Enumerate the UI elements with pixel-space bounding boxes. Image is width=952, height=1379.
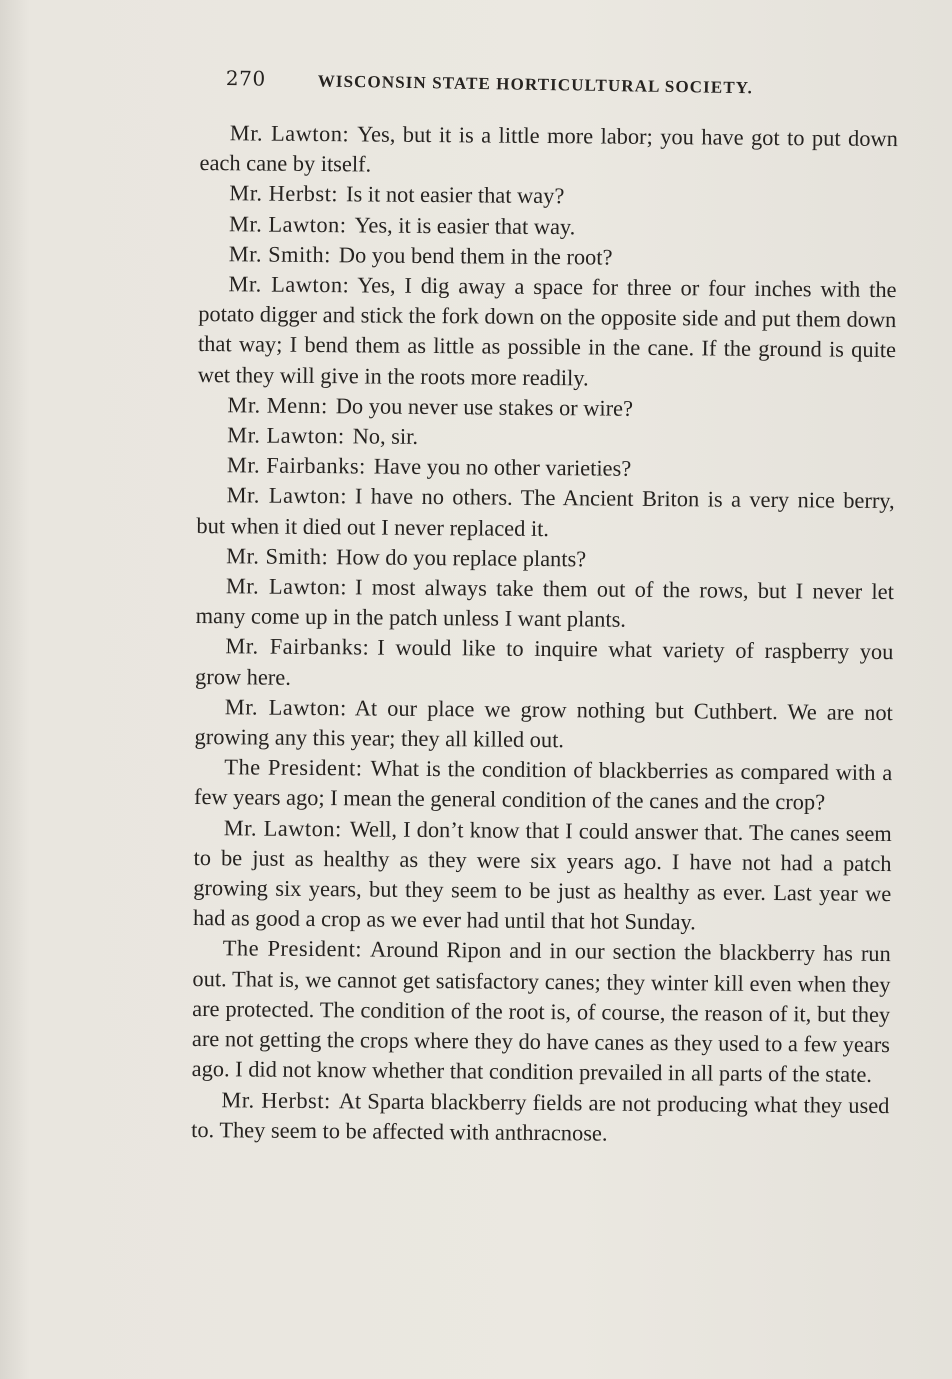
- paragraph-5: [198, 269, 897, 396]
- speech: Have you no other varieties?: [373, 453, 632, 482]
- speech: How do you replace plants?: [336, 544, 587, 572]
- speaker: The President:: [222, 935, 363, 962]
- speaker: Mr. Herbst:: [229, 180, 339, 207]
- speech: No, sir.: [352, 423, 419, 449]
- paragraph-13: [194, 692, 893, 758]
- speaker: Mr. Smith:: [226, 543, 329, 569]
- speech: Well, I don’t know that I could answer that. The canes seem to be just as healthy as they were six years ago. I have not had a patch growing six years, but they seem to be just as healthy as ever. Last year we had as good a crop as we ever had until that hot Sunday.: [192, 816, 892, 935]
- speech: Yes, I dig away a space for three or four inches with the potato digger and stick the fork down on the opposite side and put them down that way; I bend them as little as possible in the cane. If the ground is quite wet they will give in the roots more readily.: [197, 272, 897, 391]
- speaker: Mr. Fairbanks:: [226, 452, 366, 479]
- speech: At our place we grow nothing but Cuthbert. We are not growing any this year; they all killed out.: [194, 695, 893, 753]
- speaker: Mr. Fairbanks:: [225, 633, 370, 660]
- page-number: 270: [225, 66, 266, 91]
- speech: Do you never use stakes or wire?: [335, 393, 634, 421]
- speech: I would like to inquire what variety of raspberry you grow here.: [195, 635, 894, 690]
- speech: I most always take them out of the rows, but I never let many come up in the patch unless I want plants.: [195, 574, 894, 632]
- speaker: Mr. Lawton:: [228, 210, 347, 237]
- speech: Is it not easier that way?: [345, 181, 565, 209]
- speech: Yes, but it is a little more labor; you have got to put down each cane by itself.: [199, 121, 898, 177]
- speaker: Mr. Lawton:: [223, 814, 342, 841]
- speaker: Mr. Menn:: [227, 392, 328, 418]
- paragraph-14: [194, 752, 893, 818]
- speech: Around Ripon and in our section the blackberry has run out. That is, we cannot get satisfactory canes; they winter kill even when they are protected. The condition of the root is, of course, the reason of it, but they are not getting the crops where they do have canes as they used to a few years ago. I did not know whether that condition prevailed in all parts of the state.: [191, 937, 891, 1088]
- paragraph-16: [192, 933, 891, 1090]
- speaker: Mr. Lawton:: [226, 482, 348, 509]
- header-title: WISCONSIN STATE HORTICULTURAL SOCIETY.: [317, 71, 754, 98]
- speaker: The President:: [224, 754, 363, 781]
- speech: Do you bend them in the root?: [338, 242, 613, 270]
- speech: At Sparta blackberry fields are not producing what they used to. They seem to be affected with anthracnose.: [191, 1087, 890, 1146]
- speaker: Mr. Smith:: [228, 241, 331, 267]
- dialogue-body: [191, 118, 898, 1151]
- speech: What is the condition of blackberries as compared with a few years ago; I mean the general condition of the canes and the crop?: [193, 755, 893, 815]
- speaker: Mr. Lawton:: [227, 422, 345, 449]
- paragraph-9: [196, 480, 895, 546]
- running-header: [225, 66, 845, 108]
- paragraph-11: [196, 571, 895, 637]
- speech: I have no others. The Ancient Briton is a very nice berry, but when it died out I never replaced it.: [196, 483, 895, 541]
- paragraph-1: [199, 118, 898, 184]
- paragraph-12: [195, 631, 894, 697]
- speaker: Mr. Lawton:: [229, 120, 350, 147]
- speaker: Mr. Lawton:: [224, 694, 347, 721]
- paragraph-15: [193, 813, 892, 940]
- speaker: Mr. Lawton:: [225, 573, 348, 600]
- speaker: Mr. Lawton:: [228, 271, 350, 298]
- speaker: Mr. Herbst:: [221, 1086, 331, 1113]
- speech: Yes, it is easier that way.: [354, 211, 576, 239]
- paragraph-17: [191, 1084, 890, 1150]
